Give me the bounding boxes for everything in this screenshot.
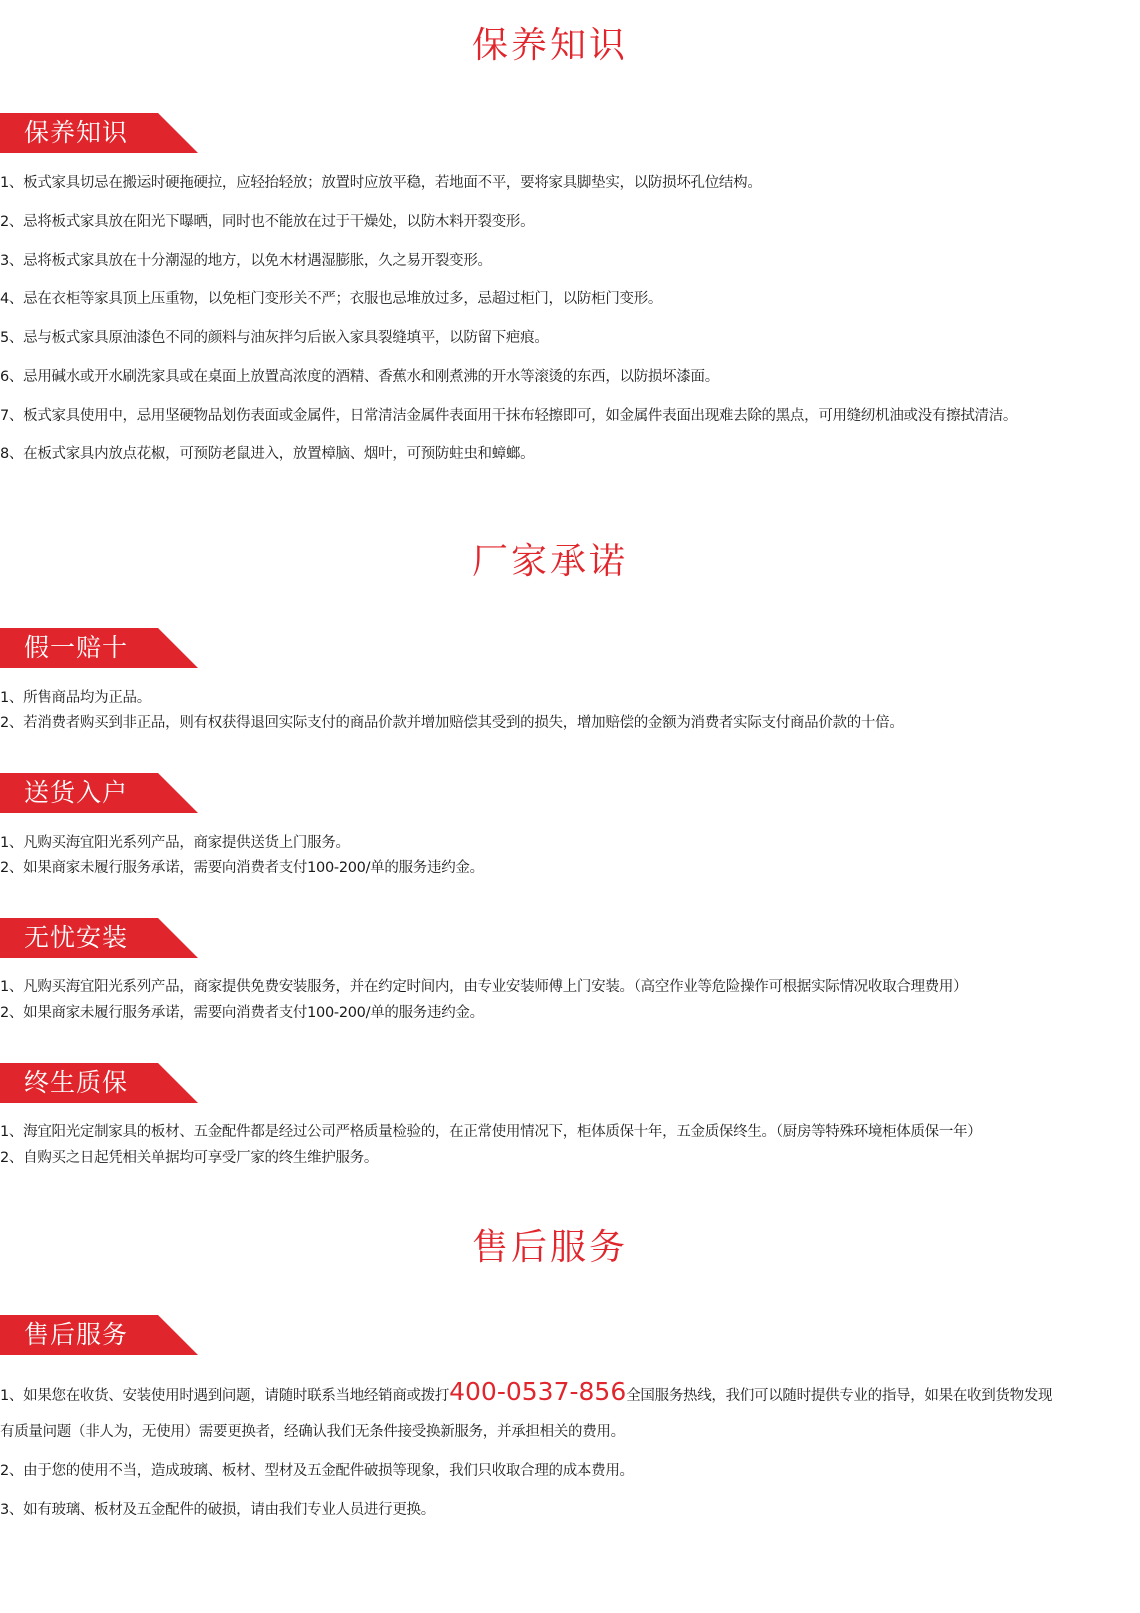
- tag-label: 送货入户: [24, 778, 129, 807]
- list-item: 3、忌将板式家具放在十分潮湿的地方，以免木材遇湿膨胀，久之易开裂变形。: [0, 253, 492, 269]
- list-item: 1、凡购买海宜阳光系列产品，商家提供免费安装服务，并在约定时间内，由专业安装师傅上门安装。（高空作业等危险操作可根据实际情况收取合理费用）: [0, 979, 968, 995]
- list-item: 2、由于您的使用不当，造成玻璃、板材、型材及五金配件破损等现象，我们只收取合理的成本费用。: [0, 1463, 634, 1479]
- list-item: 4、忌在衣柜等家具顶上压重物，以免柜门变形关不严；衣服也忌堆放过多，忌超过柜门，以防柜门变形。: [0, 291, 663, 307]
- list-item: 1、海宜阳光定制家具的板材、五金配件都是经过公司严格质量检验的，在正常使用情况下，柜体质保十年，五金质保终生。（厨房等特殊环境柜体质保一年）: [0, 1124, 982, 1140]
- list-item: 1、板式家具切忌在搬运时硬拖硬拉，应轻抬轻放；放置时应放平稳，若地面不平，要将家具脚垫实，以防损坏孔位结构。: [0, 175, 762, 191]
- tag-maintenance: [0, 113, 198, 153]
- service-hotline[interactable]: 400-0537-856: [449, 1377, 627, 1406]
- tag-aftersales: [0, 1315, 198, 1355]
- list-item: 有质量问题（非人为，无使用）需要更换者，经确认我们无条件接受换新服务，并承担相关的费用。: [0, 1424, 625, 1440]
- aftersales-item1-text-cont: 全国服务热线，我们可以随时提供专业的指导，如果在收到货物发现: [626, 1388, 1053, 1404]
- list-item: [0, 1378, 1052, 1410]
- list-item: 2、如果商家未履行服务承诺，需要向消费者支付100-200/单的服务违约金。: [0, 1005, 484, 1021]
- tag-label: 售后服务: [24, 1320, 129, 1349]
- section-title-promise: 厂家承诺: [471, 541, 628, 582]
- list-item: 6、忌用碱水或开水刷洗家具或在桌面上放置高浓度的酒精、香蕉水和刚煮沸的开水等滚烫的东西，以防损坏漆面。: [0, 369, 719, 385]
- tag-installation: [0, 918, 198, 958]
- tag-home-delivery: [0, 773, 198, 813]
- tag-lifetime-warranty: [0, 1063, 198, 1103]
- list-item: 7、板式家具使用中，忌用坚硬物品划伤表面或金属件，日常清洁金属件表面用干抹布轻擦即可，如金属件表面出现难去除的黑点，可用缝纫机油或没有擦拭清洁。: [0, 408, 1018, 424]
- tag-label: 假一赔十: [24, 633, 129, 662]
- list-item: 8、在板式家具内放点花椒，可预防老鼠进入，放置樟脑、烟叶，可预防蛀虫和蟑螂。: [0, 446, 535, 462]
- tag-label: 无忧安装: [24, 923, 129, 952]
- list-item: 2、如果商家未履行服务承诺，需要向消费者支付100-200/单的服务违约金。: [0, 860, 484, 876]
- list-item: 5、忌与板式家具原油漆色不同的颜料与油灰拌匀后嵌入家具裂缝填平，以防留下疤痕。: [0, 330, 549, 346]
- list-item: 3、如有玻璃、板材及五金配件的破损，请由我们专业人员进行更换。: [0, 1502, 435, 1518]
- tag-label: 保养知识: [24, 118, 129, 147]
- list-item: 1、所售商品均为正品。: [0, 690, 151, 706]
- list-item: 1、凡购买海宜阳光系列产品，商家提供送货上门服务。: [0, 835, 350, 851]
- section-title-aftersales: 售后服务: [471, 1227, 628, 1268]
- list-item: 2、若消费者购买到非正品，则有权获得退回实际支付的商品价款并增加赔偿其受到的损失，增加赔偿的金额为消费者实际支付商品价款的十倍。: [0, 715, 904, 731]
- tag-label: 终生质保: [24, 1068, 129, 1097]
- list-item: 2、忌将板式家具放在阳光下曝晒，同时也不能放在过于干燥处，以防木料开裂变形。: [0, 214, 535, 230]
- section-title-maintenance: 保养知识: [471, 25, 628, 66]
- aftersales-item1-text: 1、如果您在收货、安装使用时遇到问题，请随时联系当地经销商或拨打: [0, 1388, 450, 1404]
- tag-fake-compensation: [0, 628, 198, 668]
- list-item: 2、自购买之日起凭相关单据均可享受厂家的终生维护服务。: [0, 1150, 379, 1166]
